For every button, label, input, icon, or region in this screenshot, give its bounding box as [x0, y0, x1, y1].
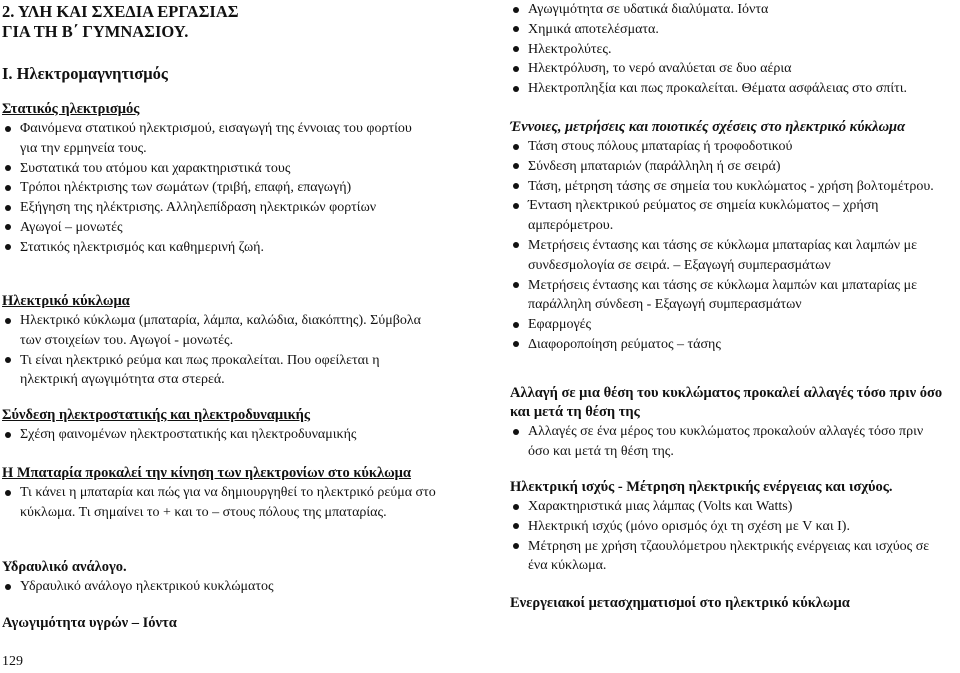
list-item: Ηλεκτρολύτες.	[508, 40, 960, 60]
bullet-list	[0, 483, 440, 523]
bullet-list	[508, 0, 960, 99]
list-item: Αλλαγές σε ένα μέρος του κυκλώματος προκαλούν αλλαγές τόσο πριν όσο και μετά τη θέση της.	[508, 422, 948, 462]
page-title-block	[0, 0, 470, 42]
page-number: 129	[2, 654, 23, 669]
list-item: Ηλεκτρόλυση, το νερό αναλύεται σε δυο αέρια	[508, 59, 960, 79]
list-item: Φαινόμενα στατικού ηλεκτρισμού, εισαγωγή της έννοιας του φορτίου για την ερμηνεία τους.	[0, 119, 420, 159]
section-title: Ενεργειακοί μετασχηματισμοί στο ηλεκτρικό κύκλωμα	[510, 595, 850, 611]
list-item: Τάση στους πόλους μπαταρίας ή τροφοδοτικού	[508, 137, 948, 157]
list-item: Διαφοροποίηση ρεύματος – τάσης	[508, 335, 948, 355]
section-title: Η Μπαταρία προκαλεί την κίνηση των ηλεκτρονίων στο κύκλωμα	[2, 465, 411, 481]
battery-section	[0, 464, 470, 523]
section-title: Έννοιες, μετρήσεις και ποιοτικές σχέσεις στο ηλεκτρικό κύκλωμα	[510, 119, 906, 135]
bullet-list	[508, 497, 948, 576]
list-item: Εξήγηση της ηλέκτρισης. Αλληλεπίδραση ηλεκτρικών φορτίων	[0, 198, 420, 218]
list-item: Συστατικά του ατόμου και χαρακτηριστικά τους	[0, 159, 420, 179]
top-items-block	[508, 0, 960, 99]
bullet-list	[0, 311, 430, 390]
list-item: Μετρήσεις έντασης και τάσης σε κύκλωμα μπαταρίας και λαμπών με συνδεσμολογία σε σειρά. – Εξαγωγή συμπερασμάτων	[508, 236, 948, 276]
bullet-list	[508, 137, 948, 355]
section-title: Στατικός ηλεκτρισμός	[2, 101, 140, 117]
list-item: Σύνδεση μπαταριών (παράλληλη ή σε σειρά)	[508, 157, 948, 177]
section-title: Αλλαγή σε μια θέση του κυκλώματος προκαλεί αλλαγές τόσο πριν όσο και μετά τη θέση της	[510, 385, 943, 420]
electrostatics-section	[0, 406, 470, 445]
list-item: Τι κάνει η μπαταρία και πώς για να δημιουργηθεί το ηλεκτρικό ρεύμα στο κύκλωμα. Τι σημαίνει το + και το – στους πόλους της μπαταρίας.	[0, 483, 440, 523]
list-item: Αγωγιμότητα σε υδατικά διαλύματα. Ιόντα	[508, 0, 960, 20]
section-title: Ηλεκτρικό κύκλωμα	[2, 293, 130, 309]
section-heading-block	[0, 62, 470, 84]
list-item: Χημικά αποτελέσματα.	[508, 20, 960, 40]
section-heading: Ι. Ηλεκτρομαγνητισμός	[2, 64, 168, 83]
bullet-list	[0, 577, 470, 597]
list-item: Εφαρμογές	[508, 315, 948, 335]
circuit-concepts-section	[508, 118, 960, 355]
electric-circuit-section	[0, 292, 470, 390]
section-title: Αγωγιμότητα υγρών – Ιόντα	[2, 615, 177, 631]
list-item: Στατικός ηλεκτρισμός και καθημερινή ζωή.	[0, 238, 420, 258]
list-item: Σχέση φαινομένων ηλεκτροστατικής και ηλεκτροδυναμικής	[0, 425, 450, 445]
bullet-list	[0, 425, 450, 445]
list-item: Τάση, μέτρηση τάσης σε σημεία του κυκλώματος - χρήση βολτομέτρου.	[508, 177, 948, 197]
page-title: 2. ΥΛΗ ΚΑΙ ΣΧΕΔΙΑ ΕΡΓΑΣΙΑΣ ΓΙΑ ΤΗ Β΄ ΓΥΜΝΑΣΙΟΥ.	[2, 2, 239, 41]
list-item: Μέτρηση με χρήση τζαουλόμετρου ηλεκτρικής ενέργειας και ισχύος σε ένα κύκλωμα.	[508, 537, 948, 577]
list-item: Υδραυλικό ανάλογο ηλεκτρικού κυκλώματος	[0, 577, 470, 597]
bullet-list	[508, 422, 948, 462]
energy-transform-section	[508, 594, 960, 613]
list-item: Ηλεκτροπληξία και πως προκαλείται. Θέματα ασφάλειας στο σπίτι.	[508, 79, 960, 99]
section-title: Ηλεκτρική ισχύς - Μέτρηση ηλεκτρικής ενέργειας και ισχύος.	[510, 479, 893, 495]
static-electricity-section	[0, 100, 470, 258]
section-title: Υδραυλικό ανάλογο.	[2, 559, 127, 575]
list-item: Μετρήσεις έντασης και τάσης σε κύκλωμα λαμπών και μπαταρίας με παράλληλη σύνδεση - Εξαγωγή συμπερασμάτων	[508, 276, 948, 316]
liquid-conductivity-section	[0, 614, 470, 633]
section-title: Σύνδεση ηλεκτροστατικής και ηλεκτροδυναμικής	[2, 407, 310, 423]
list-item: Ένταση ηλεκτρικού ρεύματος σε σημεία κυκλώματος – χρήση αμπερόμετρου.	[508, 196, 948, 236]
hydraulic-section	[0, 558, 470, 597]
list-item: Ηλεκτρική ισχύς (μόνο ορισμός όχι τη σχέση με V και I).	[508, 517, 948, 537]
bullet-list	[0, 119, 420, 258]
list-item: Αγωγοί – μονωτές	[0, 218, 420, 238]
list-item: Χαρακτηριστικά μιας λάμπας (Volts και Watts)	[508, 497, 948, 517]
list-item: Τι είναι ηλεκτρικό ρεύμα και πως προκαλείται. Που οφείλεται η ηλεκτρική αγωγιμότητα στα στερεά.	[0, 351, 430, 391]
list-item: Τρόποι ηλέκτρισης των σωμάτων (τριβή, επαφή, επαγωγή)	[0, 178, 420, 198]
electric-power-section	[508, 478, 960, 576]
circuit-change-section	[508, 384, 960, 462]
list-item: Ηλεκτρικό κύκλωμα (μπαταρία, λάμπα, καλώδια, διακόπτης). Σύμβολα των στοιχείων του. Αγωγοί - μονωτές.	[0, 311, 430, 351]
